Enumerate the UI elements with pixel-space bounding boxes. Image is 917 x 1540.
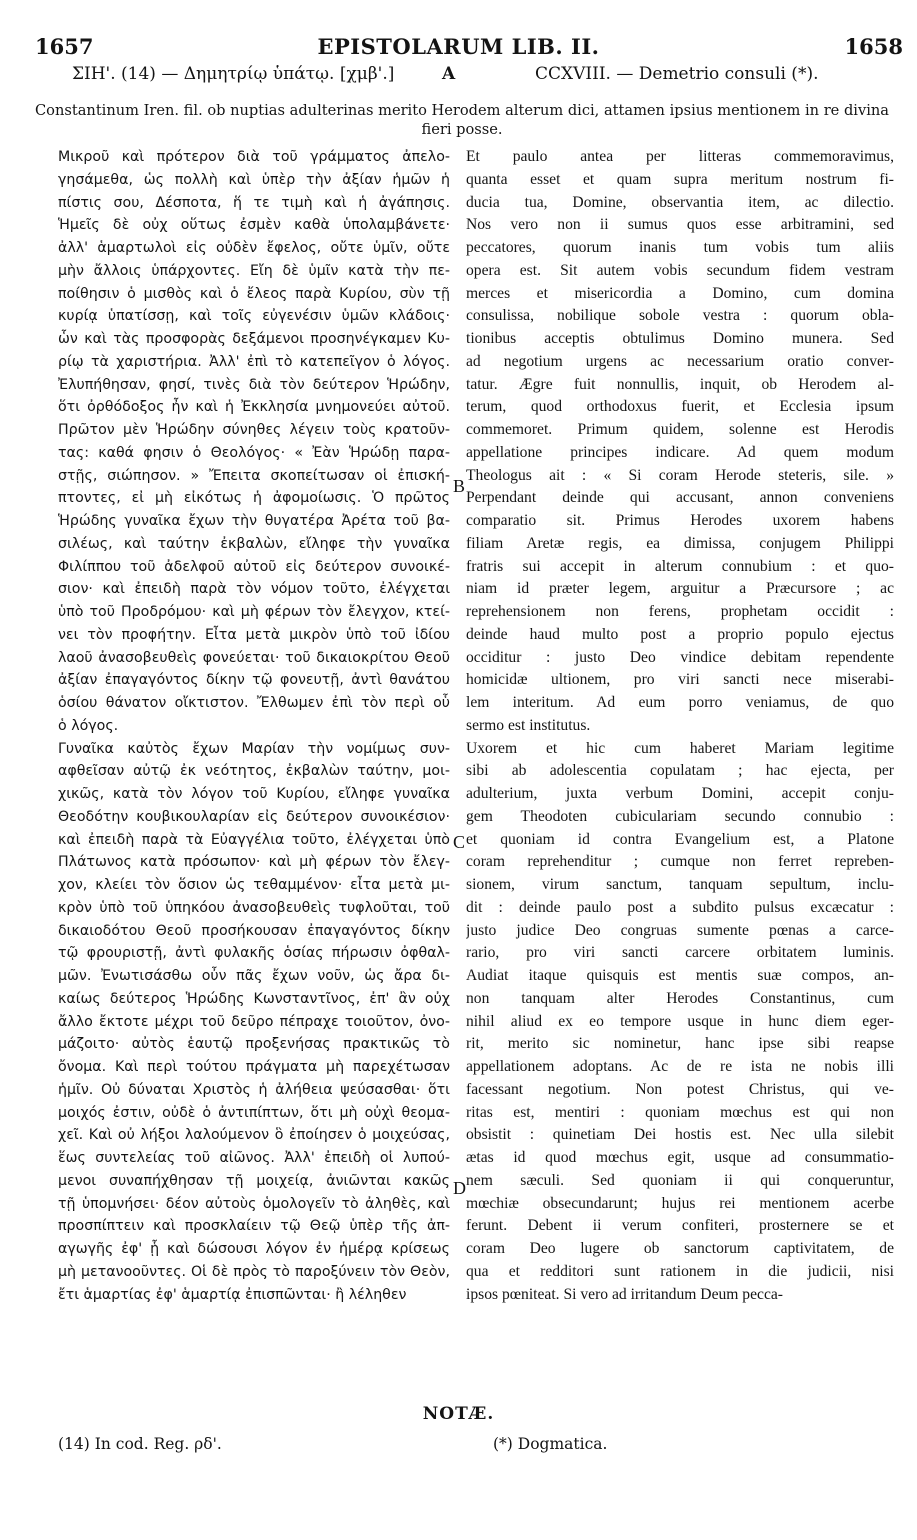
text-line: facessant negotium. Non potest Christus, qui ve- xyxy=(466,1080,894,1098)
text-line: mœchiæ obsecundarunt; hujus rei mentionem acerbe xyxy=(466,1194,894,1212)
text-line: αφθεῖσαν αὐτῷ ἐκ νεότητος, ἐκβαλὼν ταύτην, μοι- xyxy=(58,763,450,780)
text-line: Audiat itaque quisquis est mentis suæ compos, an- xyxy=(466,967,894,984)
text-line: ἡμῖν. Οὐ δύναται Χριστὸς ἡ ἀλήθεια ψεύσασθαι· ὅτι xyxy=(58,1081,450,1098)
text-line: Ἡρώδης γυναῖκα ἔχων τὴν θυγατέρα Ἀρέτα τοῦ βα- xyxy=(58,513,450,529)
text-line: opera est. Sit autem vobis secundum fidem vestram xyxy=(466,261,894,279)
margin-marker-a: A xyxy=(442,64,456,84)
text-line: ὁ λόγος. xyxy=(58,717,119,734)
text-line: Perpendant deinde qui accusant, annon conveniens xyxy=(466,489,894,507)
text-line: sermo est institutus. xyxy=(466,716,591,734)
text-line: Θεοδότην κουβικουλαρίαν εἰς δεύτερον συνοικέσιον· xyxy=(58,808,450,825)
latin-column xyxy=(466,146,894,1306)
text-line: ὄνομα. Καὶ περὶ τούτου πράγματα μὴ παρεχέτωσαν xyxy=(58,1059,450,1075)
text-line: tionibus acceptis obtulimus Domino munera. Sed xyxy=(466,330,894,347)
text-line: ὧν καὶ τὰς προσφορὰς δεξάμενοι προσηνέγκαμεν Κυ- xyxy=(58,331,450,347)
text-line: προσπίπτειν καὶ προσκλαίειν τῷ Θεῷ ὑπὲρ τῆς ἀπ- xyxy=(58,1218,450,1235)
text-line: μῶν. Ἐνωτισάσθω οὖν πᾶς ἔχων νοῦν, ὡς ἄρα δι- xyxy=(58,968,450,984)
text-line: Theologus ait : « Si coram Herode steteris, sile. » xyxy=(466,466,894,484)
text-line: reprehensionem non ferens, prophetam occidit : xyxy=(466,603,894,620)
text-line: commemoret. Primum quidem, solenne est Herodis xyxy=(466,421,894,438)
text-line: ἄλλο ἔκτοτε μέχρι τοῦ δεῦρο πέπραχε τοιοῦτον, ὀνο- xyxy=(58,1013,450,1030)
margin-marker-c: C xyxy=(453,832,466,852)
text-line: ρίῳ τὰ χαριστήρια. Ἀλλ' ἐπὶ τὸ κατεπεῖγον ὁ λόγος. xyxy=(58,353,450,370)
text-line: τῇ ὑπομνήσει· δέον αὐτοὺς ὁμολογεῖν τὸ ἀληθὲς, καὶ xyxy=(58,1195,450,1212)
text-line: filiam Aretæ regis, ea dimissa, conjugem Philippi xyxy=(466,534,894,552)
text-line: niam id præter legem, arguitur a Præcursore ; ac xyxy=(466,580,894,598)
text-line: ἀξίαν ἐπαγαγόντος δίκην τῷ φονευτῇ, ἀντὶ θανάτου xyxy=(58,672,450,689)
text-line: justo judice Deo congruas sumente pœnas a carce- xyxy=(466,921,894,939)
text-line: πίστις σου, Δέσποτα, ἥ τε τιμὴ καὶ ἡ ἀγάπησις. xyxy=(58,194,450,211)
text-line: Uxorem et hic cum haberet Mariam legitime xyxy=(466,739,894,757)
text-line: sibi ab adolescentia copulatam ; hac ejecta, per xyxy=(466,762,894,780)
text-line: gem Theodoten cubiculariam secundo connubio : xyxy=(466,807,894,825)
greek-column xyxy=(58,146,450,1306)
text-line: non tanquam alter Herodes Constantinus, cum xyxy=(466,989,894,1007)
text-line: Γυναῖκα καὐτὸς ἔχων Μαρίαν τὴν νομίμως συν- xyxy=(58,740,450,757)
text-line: μὴ μετανοοῦντες. Οἱ δὲ πρὸς τὸ παροξύνειν τὸν Θεὸν, xyxy=(58,1263,450,1280)
text-line: δικαιοδότου Θεοῦ προσήκουσαν ἐπαγαγόντος δίκην xyxy=(58,922,450,939)
text-line: rit, merito sic nominetur, hanc ipse sibi reapse xyxy=(466,1035,894,1053)
text-line: σιλέως, καὶ ταύτην ἐκβαλὼν, εἴληφε τὴν γυναῖκα xyxy=(58,535,450,552)
text-line: μὴν ἄλλοις ὑπάρχοντες. Εἴη δὲ ὑμῖν κατὰ τὴν πε- xyxy=(58,262,450,279)
text-line: quanta esset et quam supra meritum nostrum fi- xyxy=(466,170,894,188)
text-line: lem interitum. Ad eum porro veniamus, de quo xyxy=(466,694,894,711)
summary-rubric: Constantinum Iren. fil. ob nuptias adulterinas merito Herodem alterum dici, attamen ipsius mentionem in re divina fieri posse. xyxy=(35,102,889,138)
text-line: rario, pro viri sancti carcere orbitatem luminis. xyxy=(466,944,894,962)
text-line: ὅτι ὀρθόδοξος ἦν καὶ ἡ Ἐκκλησία μνημονεύει αὐτοῦ. xyxy=(58,399,450,416)
text-line: ὑπὸ τοῦ Προδρόμου· καὶ μὴ φέρων τὸν ἔλεγχον, κτεί- xyxy=(58,604,450,620)
text-line: Πρῶτον μὲν Ἡρώδην σύνηθες λέγειν τοὺς κρατοῦν- xyxy=(58,422,450,438)
text-line: ferunt. Debent ii verum confiteri, prosternere se et xyxy=(466,1217,894,1235)
text-line: nem sæculi. Sed quoniam ii qui conqueruntur, xyxy=(466,1171,894,1189)
text-line: qua et redditori sunt rationem in die judicii, nisi xyxy=(466,1262,894,1280)
margin-marker-b: B xyxy=(453,476,466,496)
text-line: ritas est, mentiri : quoniam mœchus est qui non xyxy=(466,1103,894,1121)
text-line: Et paulo antea per litteras commemoravimus, xyxy=(466,148,894,165)
text-line: terum, quod orthodoxus fuerit, et Ecclesia ipsum xyxy=(466,398,894,416)
text-line: comparatio sit. Primus Herodes uxorem habens xyxy=(466,512,894,529)
margin-marker-d: D xyxy=(453,1178,466,1198)
letter-heading-latin: CCXVIII. — Demetrio consuli (*). xyxy=(535,64,819,84)
text-line: μενοι συναπήχθησαν τῇ μοιχείᾳ, ἀνιῶνται κακῶς xyxy=(58,1172,450,1189)
text-line: ἕως συντελείας τοῦ αἰῶνος. Ἀλλ' ἐπειδὴ οἱ λυπού- xyxy=(58,1150,450,1166)
text-line: nihil aliud ex eo tempore usque in hunc diem eger- xyxy=(466,1012,894,1030)
text-line: tatur. Ægre fuit nonnullis, inquit, ob Herodem al- xyxy=(466,375,894,393)
text-line: γησάμεθα, ὡς πολλὴ καὶ ὑπὲρ τὴν ἀξίαν ἡμῶν ἡ xyxy=(58,171,450,188)
text-line: μοιχός ἐστιν, οὐδὲ ὁ ἀντιπίπτων, ὅτι μὴ οὐχὶ θεομα- xyxy=(58,1104,450,1121)
text-line: adulterium, juxta verbum Domini, accepit conju- xyxy=(466,785,894,802)
text-line: deinde haud multo post a proprio populo ejectus xyxy=(466,625,894,643)
running-title: EPISTOLARUM LIB. II. xyxy=(317,34,600,59)
text-line: ducia tua, Domine, observantia item, ac dilectio. xyxy=(466,193,894,211)
text-line: consulissa, nobilique sobole vestra : quorum obla- xyxy=(466,307,894,325)
text-line: χον, κλείει τὸν ὅσιον ὡς τεθαμμένον· εἶτα μετὰ μι- xyxy=(58,877,450,893)
text-line: τῷ φρουριστῇ, ἀντὶ φυλακῆς ὁσίας πήρωσιν ὀφθαλ- xyxy=(58,945,450,962)
text-line: νει τὸν προφήτην. Εἶτα μετὰ μικρὸν ὑπὸ τοῦ ἰδίου xyxy=(58,626,450,643)
text-line: dit : deinde paulo post a subdito pulsus excæcatur : xyxy=(466,898,894,916)
text-line: κυρίᾳ ὑπατίσσῃ, καὶ τοῖς εὐγενέσιν ὑμῶν κλάδοις· xyxy=(58,308,450,325)
text-line: coram reprehenditur ; cumque non ferret repreben- xyxy=(466,853,894,871)
text-line: αγωγῆς ἐφ' ᾗ καὶ δώσουσι λόγον ἐν ἡμέρᾳ κρίσεως xyxy=(58,1241,450,1257)
text-line: coram Deo lugere ob sanctorum captivitatem, de xyxy=(466,1240,894,1257)
text-line: ætas id quod mœchus egit, usque ad consummatio- xyxy=(466,1149,894,1166)
text-line: ipsos pœniteat. Si vero ad irritandum Deum pecca- xyxy=(466,1285,783,1303)
page-number-left: 1657 xyxy=(35,34,94,59)
text-line: τας: καθά φησιν ὁ Θεολόγος· « Ἐὰν Ἡρώδῃ παρα- xyxy=(58,444,450,461)
text-line: Φιλίππου τοῦ ἀδελφοῦ αὐτοῦ εἰς δεύτερον συνοικέ- xyxy=(58,558,450,575)
text-line: Πλάτωνος κατὰ πρόσωπον· καὶ μὴ φέρων τὸν ἔλεγ- xyxy=(58,854,450,871)
text-line: στῇς, σιώπησον. » Ἔπειτα σκοπείτωσαν οἱ ἐπισκή- xyxy=(58,467,450,484)
text-line: sionem, virum sanctum, tanquam sepultum, inclu- xyxy=(466,876,894,893)
text-line: χεῖ. Καὶ οὐ λήξοι λαλούμενον ὃ ἐποίησεν ὁ μοιχεύσας, xyxy=(58,1127,450,1144)
text-line: Nos vero non ii sumus quos esse arbitramini, sed xyxy=(466,216,894,234)
footnote-14: (14) In cod. Reg. ρδ'. xyxy=(58,1435,222,1453)
text-line: μάζοιτο· αὐτὸς ἑαυτῷ προξενήσας πρακτικῶς τὸ xyxy=(58,1036,450,1053)
text-line: χικῶς, κατὰ τὸν λόγον τοῦ Κυρίου, εἴληφε γυναῖκα xyxy=(58,786,450,802)
notes-heading: NOTÆ. xyxy=(422,1404,495,1424)
text-line: Μικροῦ καὶ πρότερον διὰ τοῦ γράμματος ἀπελο- xyxy=(58,149,450,165)
text-line: καίως δεύτερος Ἡρώδης Κωνσταντῖνος, ἐπ' ἂν οὐχ xyxy=(58,990,450,1007)
text-line: appellationem adoptans. Ac de re ista ne nobis illi xyxy=(466,1058,894,1075)
footnote-star: (*) Dogmatica. xyxy=(493,1435,608,1453)
text-line: σιον· καὶ ἐπειδὴ παρὰ τὸν νόμον τοῦτο, ἐλέγχεται xyxy=(58,581,450,598)
text-line: ἀλλ' ἁμαρτωλοὶ εἰς οὐδὲν ἔφελος, οὔτε ὑμῖν, οὔτε xyxy=(58,240,450,256)
text-line: et quoniam id contra Evangelium est, a Platone xyxy=(466,830,894,848)
text-line: homicidæ ultionem, pro viri sancti nece miserabi- xyxy=(466,671,894,689)
text-line: obsistit : quinetiam Dei hostis est. Nec ulla silebit xyxy=(466,1126,894,1144)
text-line: occiditur : justo Deo vindice debitam rependente xyxy=(466,648,894,666)
text-line: λαοῦ ἀνασοβευθεὶς φονεύεται· τοῦ δικαιοκρίτου Θεοῦ xyxy=(58,649,450,666)
page-number-right: 1658 xyxy=(844,34,903,59)
text-line: ποίθησιν ὁ μισθὸς καὶ ὁ ἔλεος παρὰ Κυρίου, σὺν τῇ xyxy=(58,285,450,302)
text-line: fratris sui accepit in alterum connubium : et quo- xyxy=(466,557,894,575)
text-line: κρὸν ὑπὸ τοῦ ὑπηκόου ἀνασοβευθεὶς τυφλοῦται, τοῦ xyxy=(58,899,450,916)
text-line: Ἐλυπήθησαν, φησί, τινὲς διὰ τὸν δεύτερον Ἡρώδην, xyxy=(58,376,450,393)
text-line: Ἡμεῖς δὲ οὐχ οὕτως ἐσμὲν καθὰ ὑπολαμβάνετε· xyxy=(58,217,450,234)
text-line: merces et misericordia a Domino, cum domina xyxy=(466,284,894,302)
text-line: καὶ ἐπειδὴ παρὰ τὰ Εὐαγγέλια τοῦτο, ἐλέγχεται ὑπὸ xyxy=(58,831,450,848)
text-line: peccatores, quorum inanis tum vobis tum aliis xyxy=(466,239,894,256)
text-line: πτοντες, εἰ μὴ εἰκότως ἡ ἀφομοίωσις. Ὁ πρῶτος xyxy=(58,490,450,507)
text-line: ὁσίου θάνατον οἴκτιστον. Ἔλθωμεν ἐπὶ τὸν περὶ οὗ xyxy=(58,695,450,711)
text-line: appellatione principes indicare. Ad quem modum xyxy=(466,443,894,461)
letter-heading-greek: ΣΙΗ'. (14) — Δημητρίῳ ὑπάτῳ. [χμβ'.] xyxy=(72,64,395,84)
text-line: ad negotium urgens ac necessarium oratio conver- xyxy=(466,352,894,370)
text-line: ἔτι ἁμαρτίας ἐφ' ἁμαρτίᾳ ἐπισπῶνται· ἢ λέληθεν xyxy=(58,1286,407,1303)
